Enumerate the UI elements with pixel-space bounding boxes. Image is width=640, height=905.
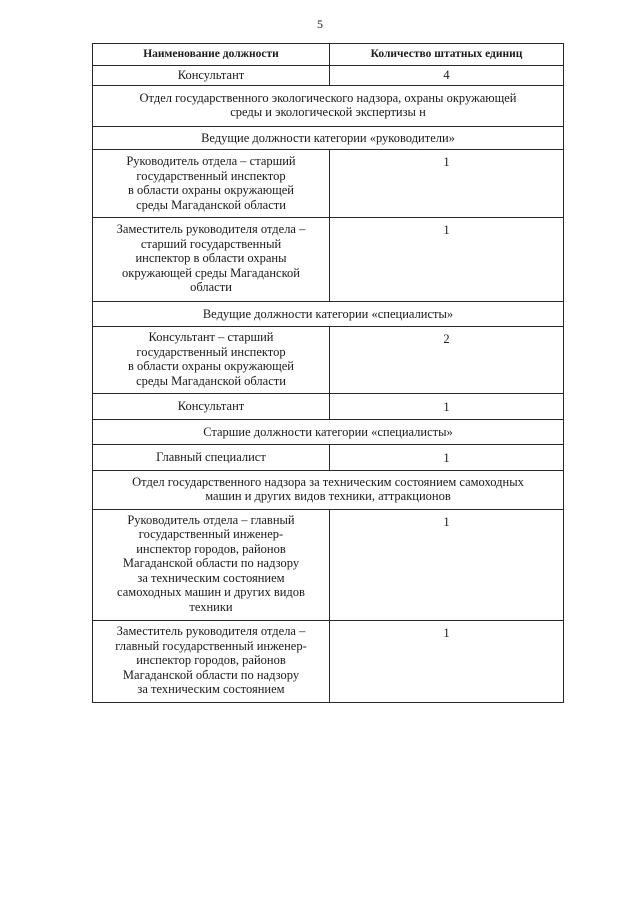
position-name: Заместитель руководителя отдела – главный государственный инженер- инспектор городов, районов Магаданской области по надзору за техническим состоянием [93,621,330,703]
staff-count: 1 [330,218,564,302]
staff-count: 1 [330,621,564,703]
staff-table [92,43,564,703]
position-name: Главный специалист [93,445,330,471]
staff-count: 2 [330,327,564,394]
position-name: Заместитель руководителя отдела – старший государственный инспектор в области охраны окружающей среды Магаданской области [93,218,330,302]
category-row [93,301,564,327]
staff-count: 1 [330,150,564,218]
table-row [93,394,564,420]
position-name: Руководитель отдела – главный государственный инженер- инспектор городов, районов Магаданской области по надзору за техническим состоянием самоходных машин и других видов техники [93,509,330,621]
header-position: Наименование должности [93,44,330,66]
position-name: Консультант – старший государственный инспектор в области охраны окружающей среды Магаданской области [93,327,330,394]
table-header-row [93,44,564,66]
position-name: Руководитель отдела – старший государственный инспектор в области охраны окружающей среды Магаданской области [93,150,330,218]
staff-count: 1 [330,394,564,420]
category-row [93,419,564,445]
staff-count: 1 [330,509,564,621]
department-title: Отдел государственного экологического надзора, охраны окружающей среды и экологической экспертизы н [93,85,564,126]
staff-count: 1 [330,445,564,471]
table-row [93,66,564,86]
category-title: Ведущие должности категории «специалисты» [93,301,564,327]
position-name: Консультант [93,66,330,86]
department-title: Отдел государственного надзора за техническим состоянием самоходных машин и других видов техники, аттракционов [93,470,564,509]
table-row [93,445,564,471]
category-title: Ведущие должности категории «руководители» [93,126,564,150]
table-row [93,150,564,218]
department-row [93,85,564,126]
table-row [93,621,564,703]
table-row [93,509,564,621]
staff-count: 4 [330,66,564,86]
category-row [93,126,564,150]
position-name: Консультант [93,394,330,420]
page-number: 5 [317,17,323,31]
header-count: Количество штатных единиц [330,44,564,66]
table-row [93,327,564,394]
table-row [93,218,564,302]
category-title: Старшие должности категории «специалисты» [93,419,564,445]
department-row [93,470,564,509]
